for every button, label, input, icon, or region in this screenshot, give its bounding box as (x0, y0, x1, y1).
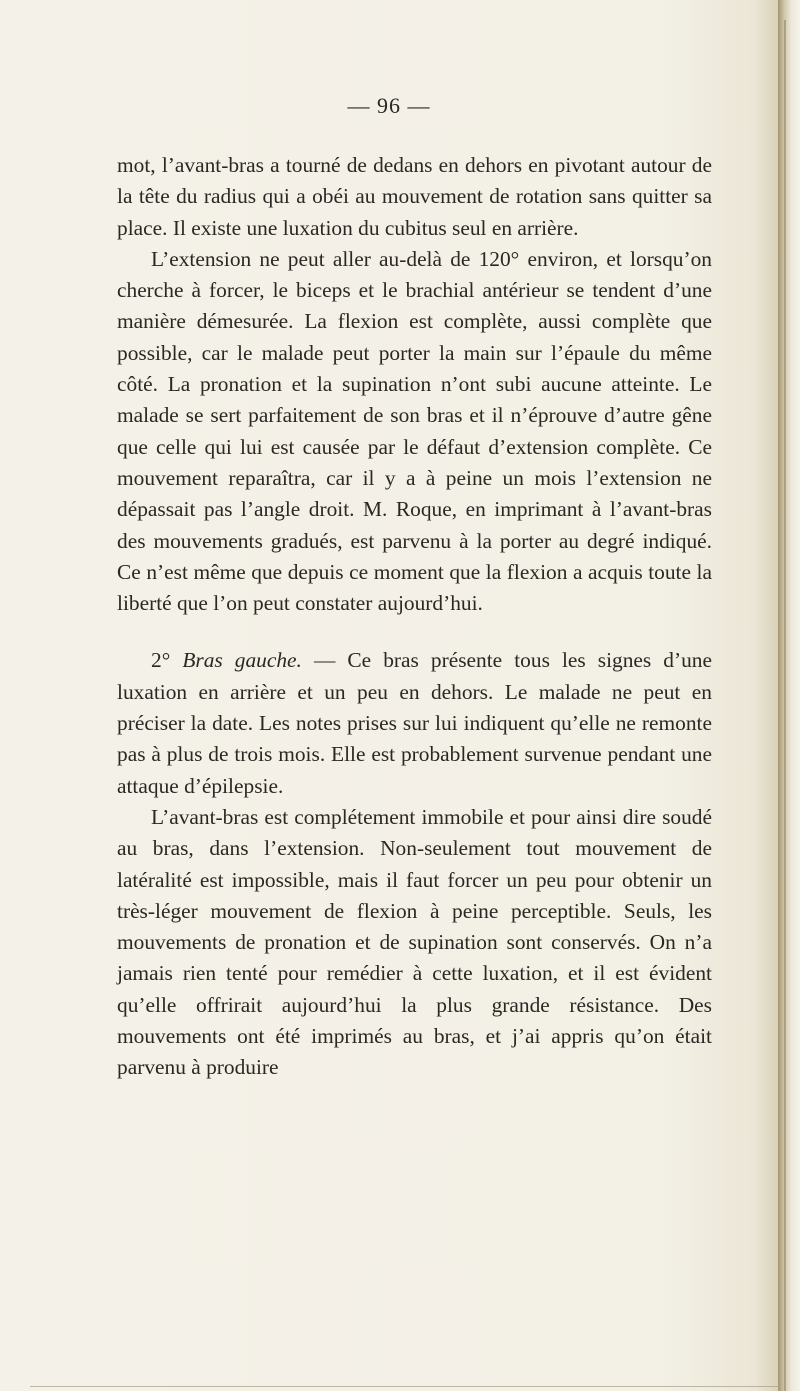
paragraph-2: L’extension ne peut aller au-delà de 120° environ, et lorsqu’on cherche à forcer, le biceps et le brachial antérieur se tendent d’une manière démesurée. La flexion est complète, aussi complète que possible, car le malade peut porter la main sur l’épaule du même côté. La pronation et la supination n’ont subi aucune atteinte. Le malade se sert parfaitement de son bras et il n’éprouve d’autre gêne que celle qui lui est causée par le défaut d’extension complète. Ce mouvement reparaîtra, car il y a à peine un mois l’extension ne dépassait pas l’angle droit. M. Roque, en imprimant à l’avant-bras des mouvements gradués, est parvenu à la porter au degré indiqué. Ce n’est même que depuis ce moment que la flexion a acquis toute la liberté que l’on peut constater aujourd’hui. (117, 246, 712, 616)
book-spine-edge (778, 0, 800, 1391)
page-bottom-edge (30, 1386, 780, 1387)
page-edge-line (784, 20, 786, 1391)
paragraph-4: L’avant-bras est complétement immobile et pour ainsi dire soudé au bras, dans l’extension. Non-seulement tout mouvement de latéralité est impossible, mais il faut forcer un peu pour obtenir un très-léger mouvement de flexion à peine perceptible. Seuls, les mouvements de pronation et de supination sont conservés. On n’a jamais rien tenté pour remédier à cette luxation, et il est évident qu’elle offrirait aujourd’hui la plus grande résistance. Des mouvements ont été imprimés au bras, et j’ai appris qu’on était parvenu à produire (117, 804, 712, 1080)
section-title-italic: Bras gauche. (182, 648, 302, 673)
paragraph-1: mot, l’avant-bras a tourné de dedans en dehors en pivotant autour de la tête du radius qui a obéi au mouvement de rotation sans quitter sa place. Il existe une luxation du cubitus seul en arrière. (117, 153, 712, 240)
paragraph-3 (117, 645, 712, 801)
page-number-header: — 96 — (347, 93, 431, 118)
section-number: 2° (151, 648, 171, 673)
paragraph-3-text: — Ce bras présente tous les signes d’une luxation en arrière et un peu en dehors. Le malade ne peut en préciser la date. Les notes prises sur lui indiquent qu’elle ne remonte pas à plus de trois mois. Elle est probablement survenue pendant une attaque d’épilepsie. (117, 648, 712, 798)
page-body (117, 150, 712, 1084)
